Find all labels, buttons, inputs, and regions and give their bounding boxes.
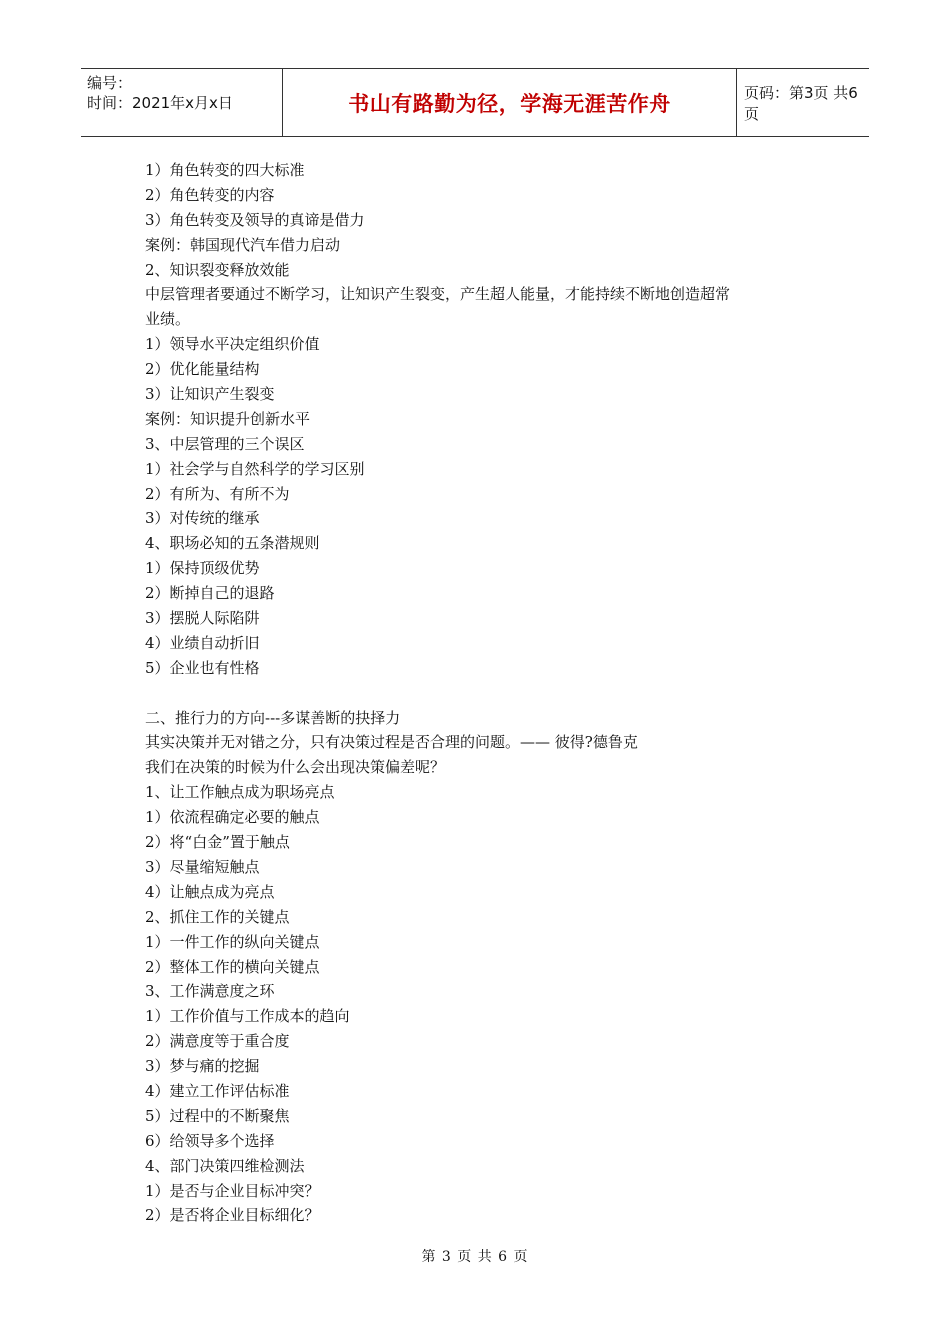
motto-text: 书山有路勤为径，学海无涯苦作舟: [348, 91, 671, 116]
text-line: 我们在决策的时候为什么会出现决策偏差呢？: [145, 758, 446, 777]
text-line: 4）建立工作评估标准: [145, 1081, 290, 1100]
text-line: 2）满意度等于重合度: [145, 1032, 290, 1051]
text-line: 2）优化能量结构: [145, 360, 260, 379]
text-line: 3）尽量缩短触点: [145, 857, 260, 876]
text-line: 1）是否与企业目标冲突？: [145, 1181, 320, 1200]
text-line: 1）依流程确定必要的触点: [145, 808, 320, 827]
text-line: 2）角色转变的内容: [145, 185, 275, 204]
text-line: 2）是否将企业目标细化？: [145, 1206, 320, 1225]
text-line: 3）摆脱人际陷阱: [145, 609, 260, 628]
text-line: 3）梦与痛的挖掘: [145, 1057, 260, 1076]
text-line: 1）角色转变的四大标准: [145, 161, 305, 179]
page-number-label: 页码：第3页 共6页: [744, 83, 858, 123]
text-line: 1）一件工作的纵向关键点: [145, 932, 320, 951]
text-line: 案例：知识提升创新水平: [145, 409, 311, 428]
text-line: 二、推行力的方向---多谋善断的抉择力: [145, 708, 401, 727]
text-line: 中层管理者要通过不断学习，让知识产生裂变，产生超人能量，才能持续不断地创造超常: [145, 285, 731, 304]
document-body: [145, 158, 815, 1228]
page-header: [81, 68, 869, 137]
text-line: 3）角色转变及领导的真谛是借力: [145, 210, 365, 229]
number-label: 编号：: [87, 74, 133, 92]
text-line: 4、职场必知的五条潜规则: [145, 534, 320, 553]
text-line: 4、部门决策四维检测法: [145, 1156, 305, 1175]
text-line: 6）给领导多个选择: [145, 1131, 275, 1150]
text-line: 1）工作价值与工作成本的趋向: [145, 1007, 350, 1026]
text-line: 2、抓住工作的关键点: [145, 907, 290, 926]
page-footer: 第 3 页 共 6 页: [421, 1249, 529, 1265]
header-meta: [81, 69, 281, 136]
text-line: 2）将“白金”置于触点: [145, 833, 290, 852]
blank-line: [145, 681, 815, 706]
text-line: 3、工作满意度之环: [145, 982, 275, 1001]
time-label: 时间：2021年x月x日: [87, 94, 233, 112]
text-line: 2）有所为、有所不为: [145, 484, 290, 503]
text-line: 其实决策并无对错之分，只有决策过程是否合理的问题。—— 彼得?德鲁克: [145, 733, 638, 752]
text-line: 3）让知识产生裂变: [145, 385, 275, 404]
header-page-cell: [736, 69, 869, 136]
text-line: 业绩。: [145, 310, 191, 329]
text-line: 5）过程中的不断聚焦: [145, 1106, 290, 1125]
text-line: 2、知识裂变释放效能: [145, 260, 290, 279]
text-line: 1、让工作触点成为职场亮点: [145, 783, 335, 802]
text-line: 2）断掉自己的退路: [145, 584, 275, 603]
text-line: 1）保持顶级优势: [145, 559, 260, 578]
text-line: 4）让触点成为亮点: [145, 882, 275, 901]
text-line: 4）业绩自动折旧: [145, 633, 260, 652]
text-line: 3、中层管理的三个误区: [145, 434, 305, 453]
header-motto-cell: [282, 69, 737, 136]
text-line: 1）社会学与自然科学的学习区别: [145, 459, 365, 478]
text-line: 1）领导水平决定组织价值: [145, 335, 320, 354]
text-line: 案例：韩国现代汽车借力启动: [145, 235, 341, 254]
text-line: 3）对传统的继承: [145, 509, 260, 528]
text-line: 5）企业也有性格: [145, 658, 260, 677]
text-line: 2）整体工作的横向关键点: [145, 957, 320, 976]
